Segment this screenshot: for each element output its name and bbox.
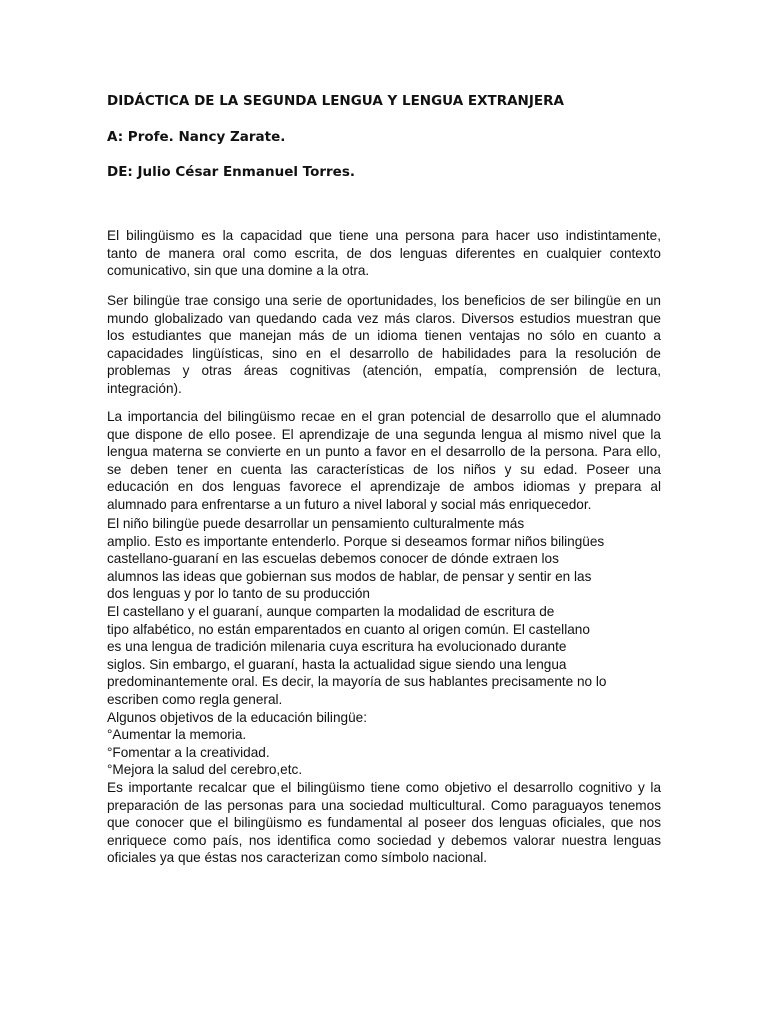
text-line: educación en dos lenguas favorece el aprendizaje de ambos idiomas y prepara al [107,479,661,495]
author-line: DE: Julio César Enmanuel Torres. [107,164,355,180]
objective-item: °Aumentar la memoria. [107,727,247,743]
objective-item: °Fomentar a la creatividad. [107,744,270,760]
text-line: siglos. Sin embargo, el guaraní, hasta la actualidad sigue siendo una lengua [107,656,567,672]
paragraph-importance [107,408,661,514]
document-title: DIDÁCTICA DE LA SEGUNDA LENGUA Y LENGUA EXTRANJERA [107,93,564,109]
text-line: Es importante recalcar que el bilingüismo tiene como objetivo el desarrollo cognitivo y la [107,779,661,795]
text-line: predominantemente oral. Es decir, la mayoría de sus hablantes precisamente no lo [107,674,607,690]
text-line: enriquece como país, nos identifica como sociedad y debemos valorar nuestra lenguas [107,832,661,848]
objective-item: °Mejora la salud del cerebro,etc. [107,762,303,778]
text-line: El niño bilingüe puede desarrollar un pensamiento culturalmente más [107,516,525,531]
text-line: La importancia del bilingüismo recae en el gran potencial de desarrollo que el alumnado [107,409,661,424]
text-line: alumnado para enfrentarse a un futuro a nivel laboral y social más enriquecedor. [107,496,592,512]
text-line: lengua materna se convierte en un punto a favor en el desarrollo de la persona. Para ello, [107,444,661,460]
text-line: que dispone de ello posee. El aprendizaje de una segunda lengua al mismo nivel que la [107,426,661,442]
text-line: amplio. Esto es importante entenderlo. Porque si deseamos formar niños bilingües [107,533,605,549]
text-line: los estudiantes que manejan más de un idioma tienen ventajas no sólo en cuanto a [107,328,661,344]
text-line: castellano-guaraní en las escuelas debemos conocer de dónde extraen los [107,551,559,567]
text-line: El castellano y el guaraní, aunque comparten la modalidad de escritura de [107,603,555,619]
text-line: problemas y otras áreas cognitivas (atención, empatía, comprensión de lectura, [107,363,661,379]
text-line: se deben tener en cuenta las características de los niños y su edad. Poseer una [107,461,661,477]
text-line: integración). [107,380,182,396]
text-line: Ser bilingüe trae consigo una serie de oportunidades, los beneficios de ser bilingüe en un [107,293,661,308]
text-line: tanto de manera oral como escrita, de dos lenguas diferentes en cualquier contexto [107,245,661,261]
text-line: oficiales ya que éstas nos caracterizan como símbolo nacional. [107,850,488,866]
text-line: que conocer que el bilingüismo es fundamental al poseer dos lenguas oficiales, que nos [107,815,661,831]
text-line: mundo globalizado van quedando cada vez más claros. Diversos estudios muestran que [107,310,661,326]
text-line: comunicativo, sin que una domine a la otra. [107,263,370,279]
text-line: es una lengua de tradición milenaria cuya escritura ha evolucionado durante [107,639,567,655]
text-line: capacidades lingüísticas, sino en el desarrollo de habilidades para la resolución de [107,345,661,361]
paragraph-guarani-castellano [107,515,661,867]
text-line: alumnos las ideas que gobiernan sus modos de hablar, de pensar y sentir en las [107,568,592,584]
paragraph-definition [107,227,661,280]
text-line: El bilingüismo es la capacidad que tiene una persona para hacer uso indistintamente, [107,228,661,243]
paragraph-benefits [107,292,661,398]
text-line: escriben como regla general. [107,691,283,707]
text-line: tipo alfabético, no están emparentados en cuanto al origen común. El castellano [107,621,590,637]
recipient-line: A: Profe. Nancy Zarate. [107,129,286,145]
text-line: preparación de las personas para una sociedad multicultural. Como paraguayos tenemos [107,797,661,813]
text-line: dos lenguas y por lo tanto de su producción [107,586,370,602]
objectives-heading: Algunos objetivos de la educación bilingüe: [107,709,367,725]
